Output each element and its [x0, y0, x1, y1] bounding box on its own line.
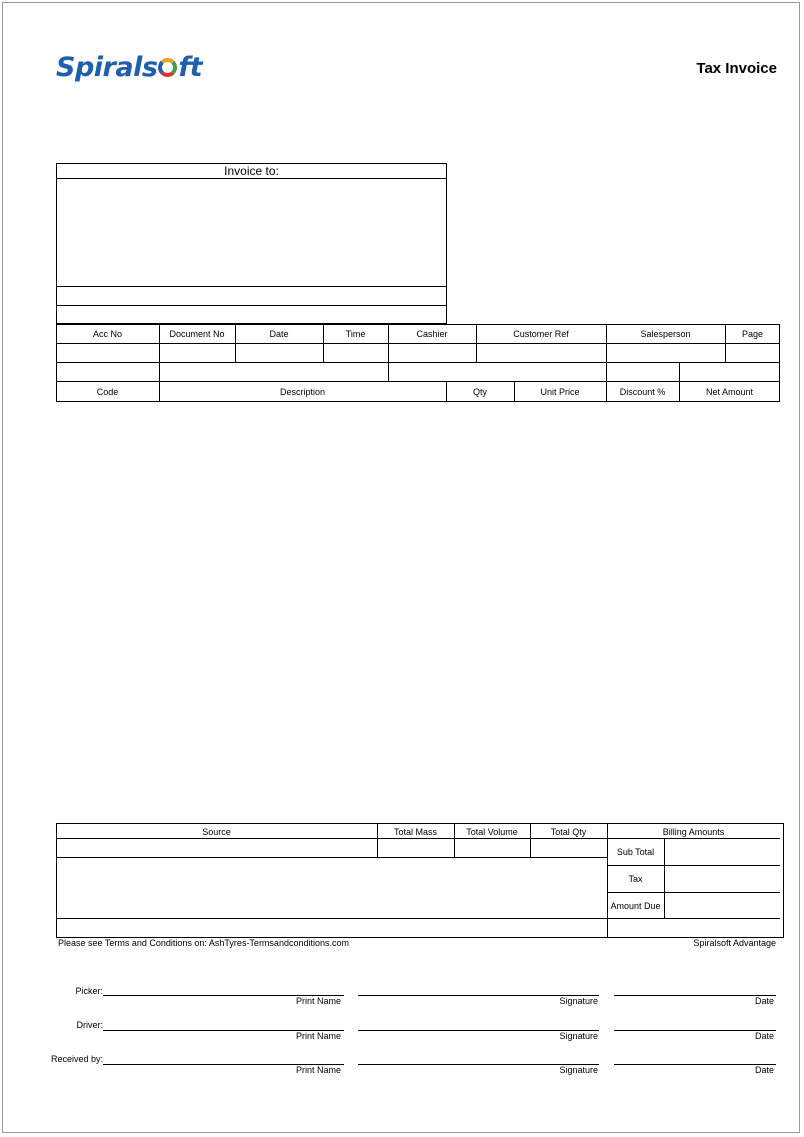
col-net-amount: Net Amount: [705, 387, 754, 397]
brand-note: Spiralsoft Advantage: [693, 938, 776, 948]
col-document-no: Document No: [169, 329, 225, 339]
picker-label: Picker:: [75, 986, 103, 996]
col-salesperson: Salesperson: [640, 329, 691, 339]
col-source: Source: [202, 827, 231, 837]
date-label: Date: [754, 1031, 774, 1041]
logo-text-end: ft: [178, 52, 203, 83]
spiralsoft-logo: [56, 52, 202, 83]
billing-amounts-title: Billing Amounts: [662, 827, 725, 837]
amount-due-label: Amount Due: [610, 901, 661, 911]
col-date: Date: [269, 329, 289, 339]
signature-label: Signature: [559, 1031, 598, 1041]
print-name-label: Print Name: [295, 1065, 341, 1075]
signature-label: Signature: [559, 1065, 598, 1075]
print-name-label: Print Name: [295, 996, 341, 1006]
tax-label: Tax: [628, 874, 643, 884]
col-total-volume: Total Volume: [466, 827, 518, 837]
col-qty: Qty: [472, 387, 487, 397]
signature-label: Signature: [559, 996, 598, 1006]
col-cashier: Cashier: [416, 329, 448, 339]
col-time: Time: [345, 329, 366, 339]
logo-text-start: Spirals: [56, 52, 158, 83]
spiral-icon: [158, 58, 177, 77]
date-label: Date: [754, 996, 774, 1006]
col-code: Code: [96, 387, 119, 397]
document-title: Tax Invoice: [696, 60, 777, 77]
received-by-label: Received by:: [50, 1054, 103, 1064]
col-acc-no: Acc No: [92, 329, 122, 339]
date-label: Date: [754, 1065, 774, 1075]
print-name-label: Print Name: [295, 1031, 341, 1041]
col-total-qty: Total Qty: [550, 827, 587, 837]
col-total-mass: Total Mass: [393, 827, 437, 837]
col-description: Description: [279, 387, 326, 397]
col-page: Page: [741, 329, 764, 339]
col-discount: Discount %: [619, 387, 666, 397]
invoice-to-label: Invoice to:: [224, 164, 279, 178]
driver-label: Driver:: [76, 1020, 103, 1030]
terms-note: Please see Terms and Conditions on: AshTyres-Termsandconditions.com: [58, 938, 349, 948]
col-unit-price: Unit Price: [540, 387, 580, 397]
sub-total-label: Sub Total: [616, 847, 655, 857]
col-customer-ref: Customer Ref: [513, 329, 569, 339]
